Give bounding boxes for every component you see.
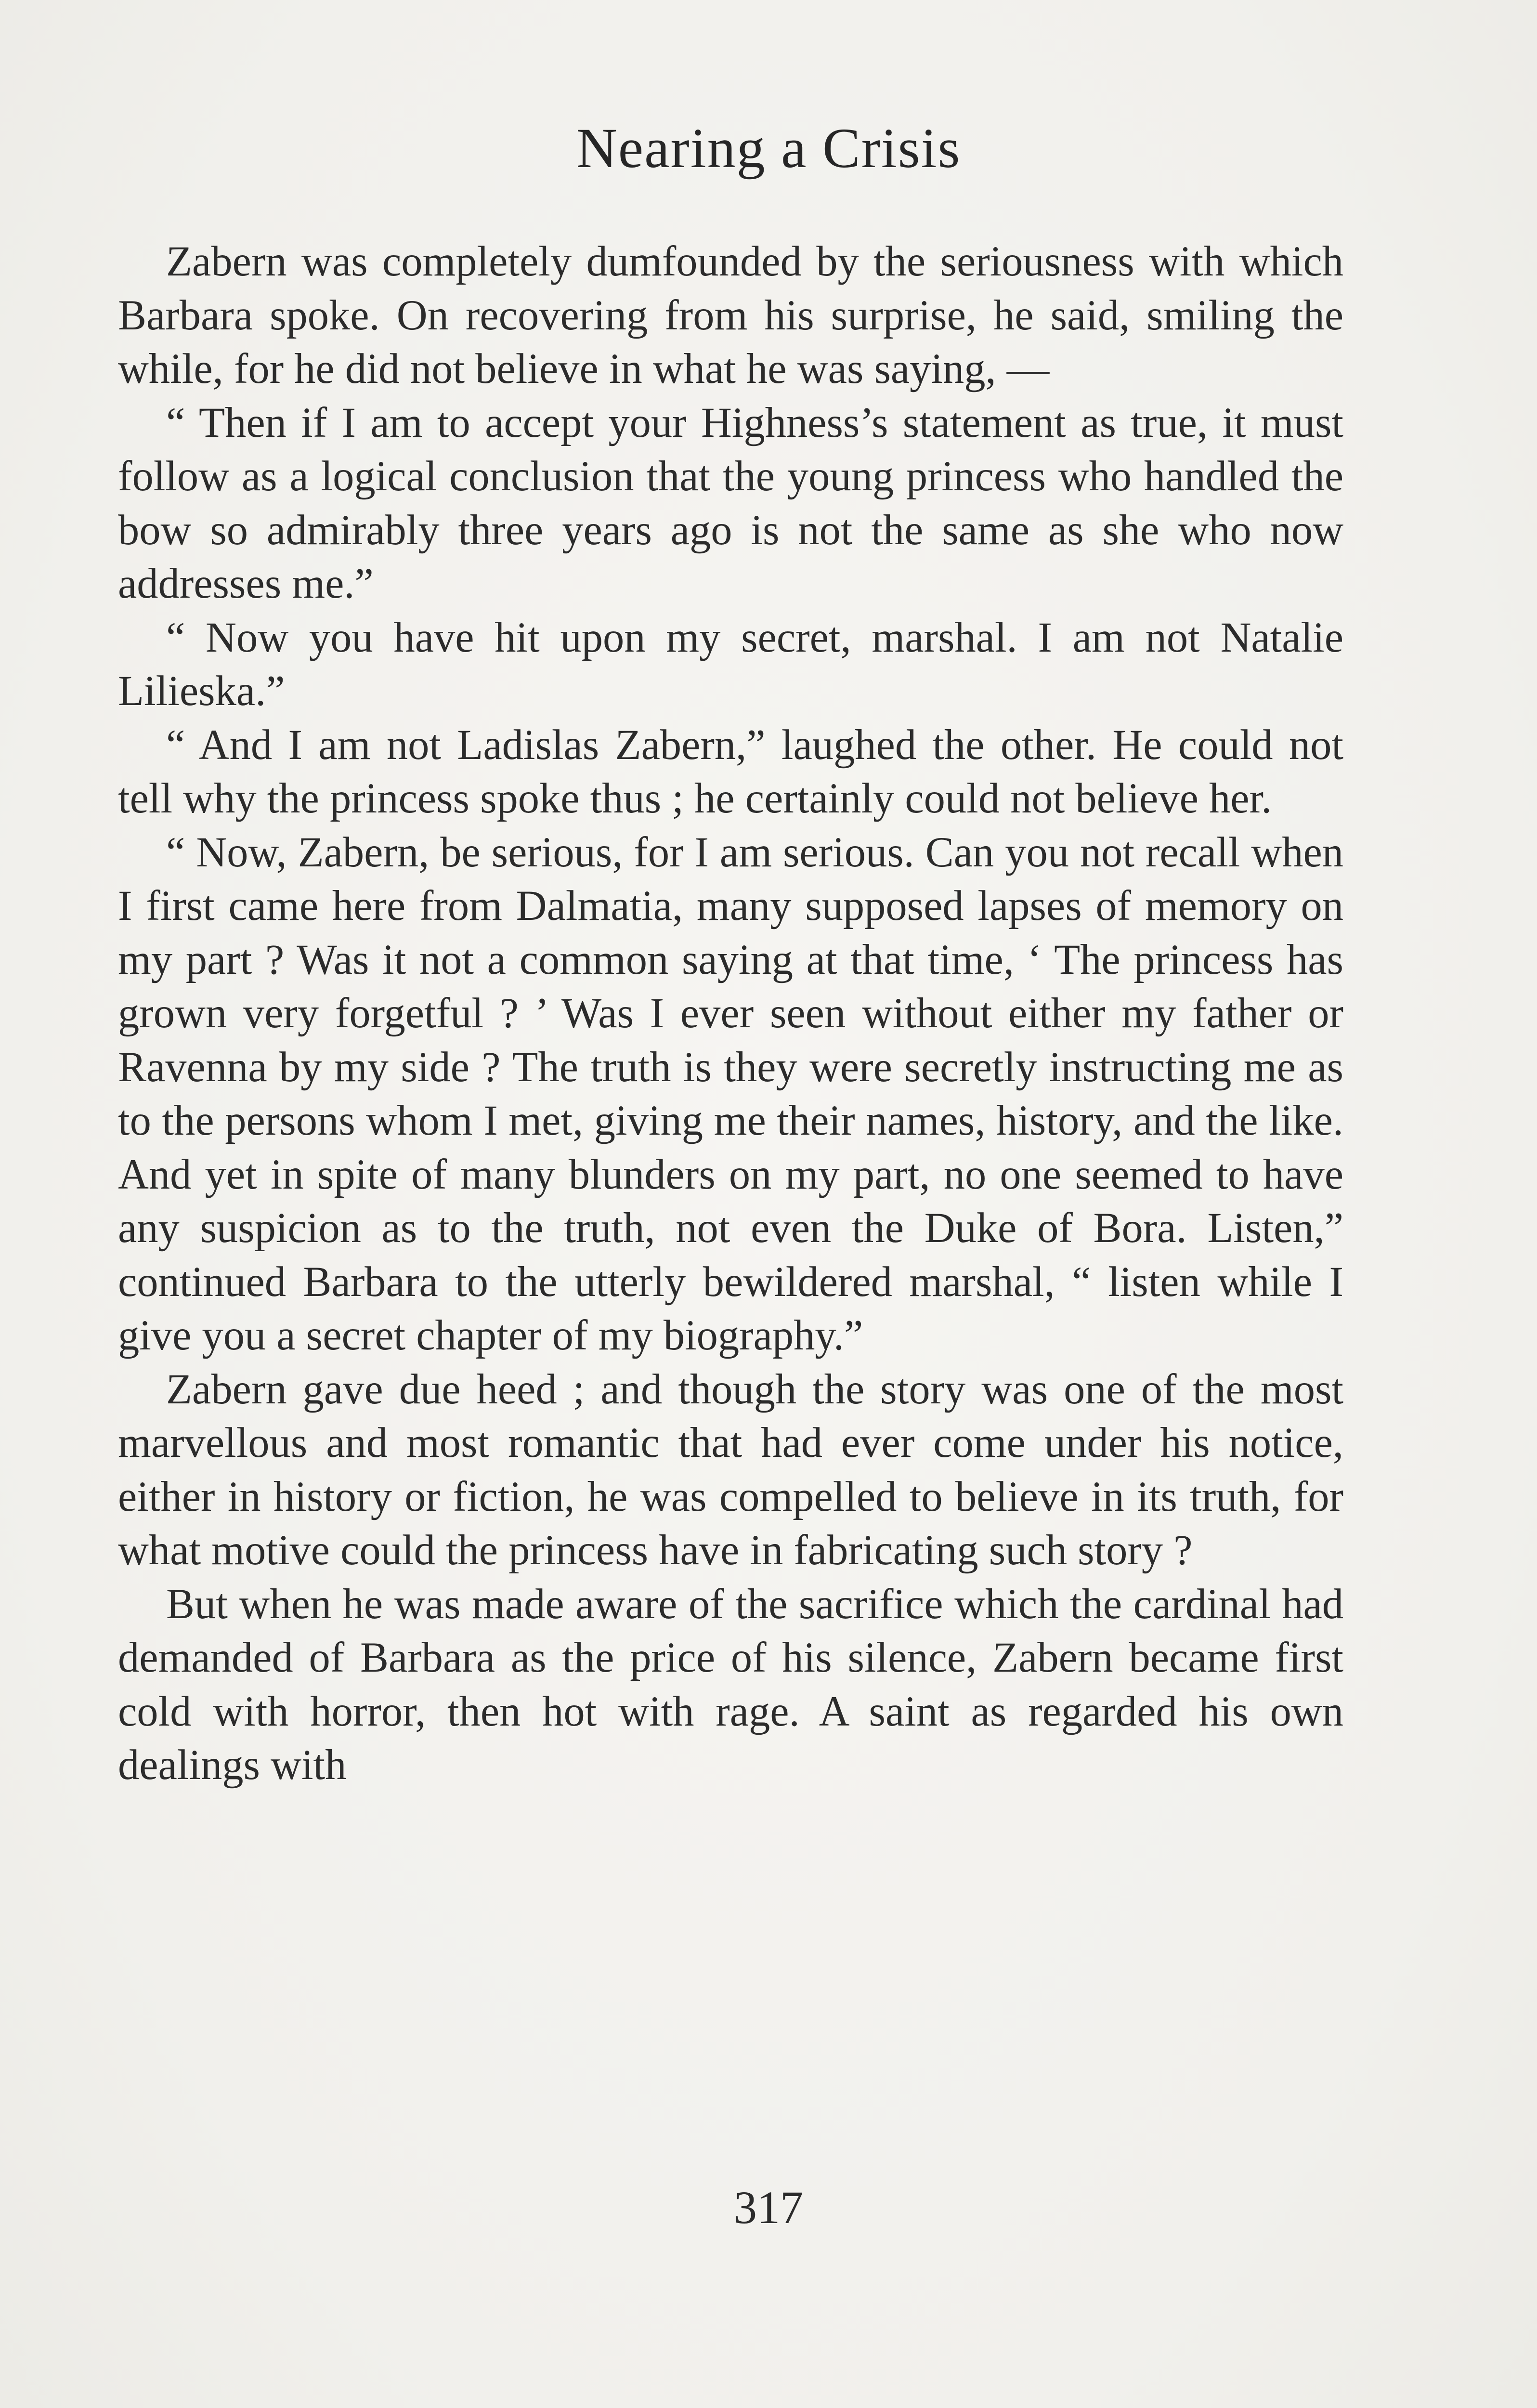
paragraph: Zabern was completely dumfounded by the seriousness with which Barbara spoke. On recovering from his surprise, he said, smiling the while, for he did not believe in what he was saying, —: [118, 238, 1343, 393]
paragraph: But when he was made aware of the sacrifice which the cardinal had demanded of Barbara as the price of his silence, Zabern became first cold with horror, then hot with rage. A saint as regarded his own dealings with: [118, 1580, 1343, 1789]
paragraph: “ Now you have hit upon my secret, marshal. I am not Natalie Lilieska.”: [118, 614, 1343, 715]
paragraph: “ And I am not Ladislas Zabern,” laughed the other. He could not tell why the princess spoke thus ; he certainly could not believe her.: [118, 721, 1343, 822]
page-number: 317: [734, 2182, 803, 2233]
paragraph: “ Then if I am to accept your Highness’s statement as true, it must follow as a logical conclusion that the young princess who handled the bow so admirably three years ago is not the same as she who now addresses me.”: [118, 399, 1343, 607]
page-body-text: [118, 235, 1343, 1793]
paragraph: Zabern gave due heed ; and though the story was one of the most marvellous and most romantic that had ever come under his notice, either in history or fiction, he was compelled to believe in its truth, for what motive could the princess have in fabricating such story ?: [118, 1365, 1343, 1574]
paragraph: “ Now, Zabern, be serious, for I am serious. Can you not recall when I first came here from Dalmatia, many supposed lapses of memory on my part ? Was it not a common saying at that time, ‘ The princess has grown very forgetful ? ’ Was I ever seen without either my father or Ravenna by my side ? The truth is they were secretly instructing me as to the persons whom I met, giving me their names, history, and the like. And yet in spite of many blunders on my part, no one seemed to have any suspicion as to the truth, not even the Duke of Bora. Listen,” continued Barbara to the utterly bewildered marshal, “ listen while I give you a secret chapter of my biography.”: [118, 828, 1343, 1359]
running-title: Nearing a Crisis: [576, 117, 961, 180]
